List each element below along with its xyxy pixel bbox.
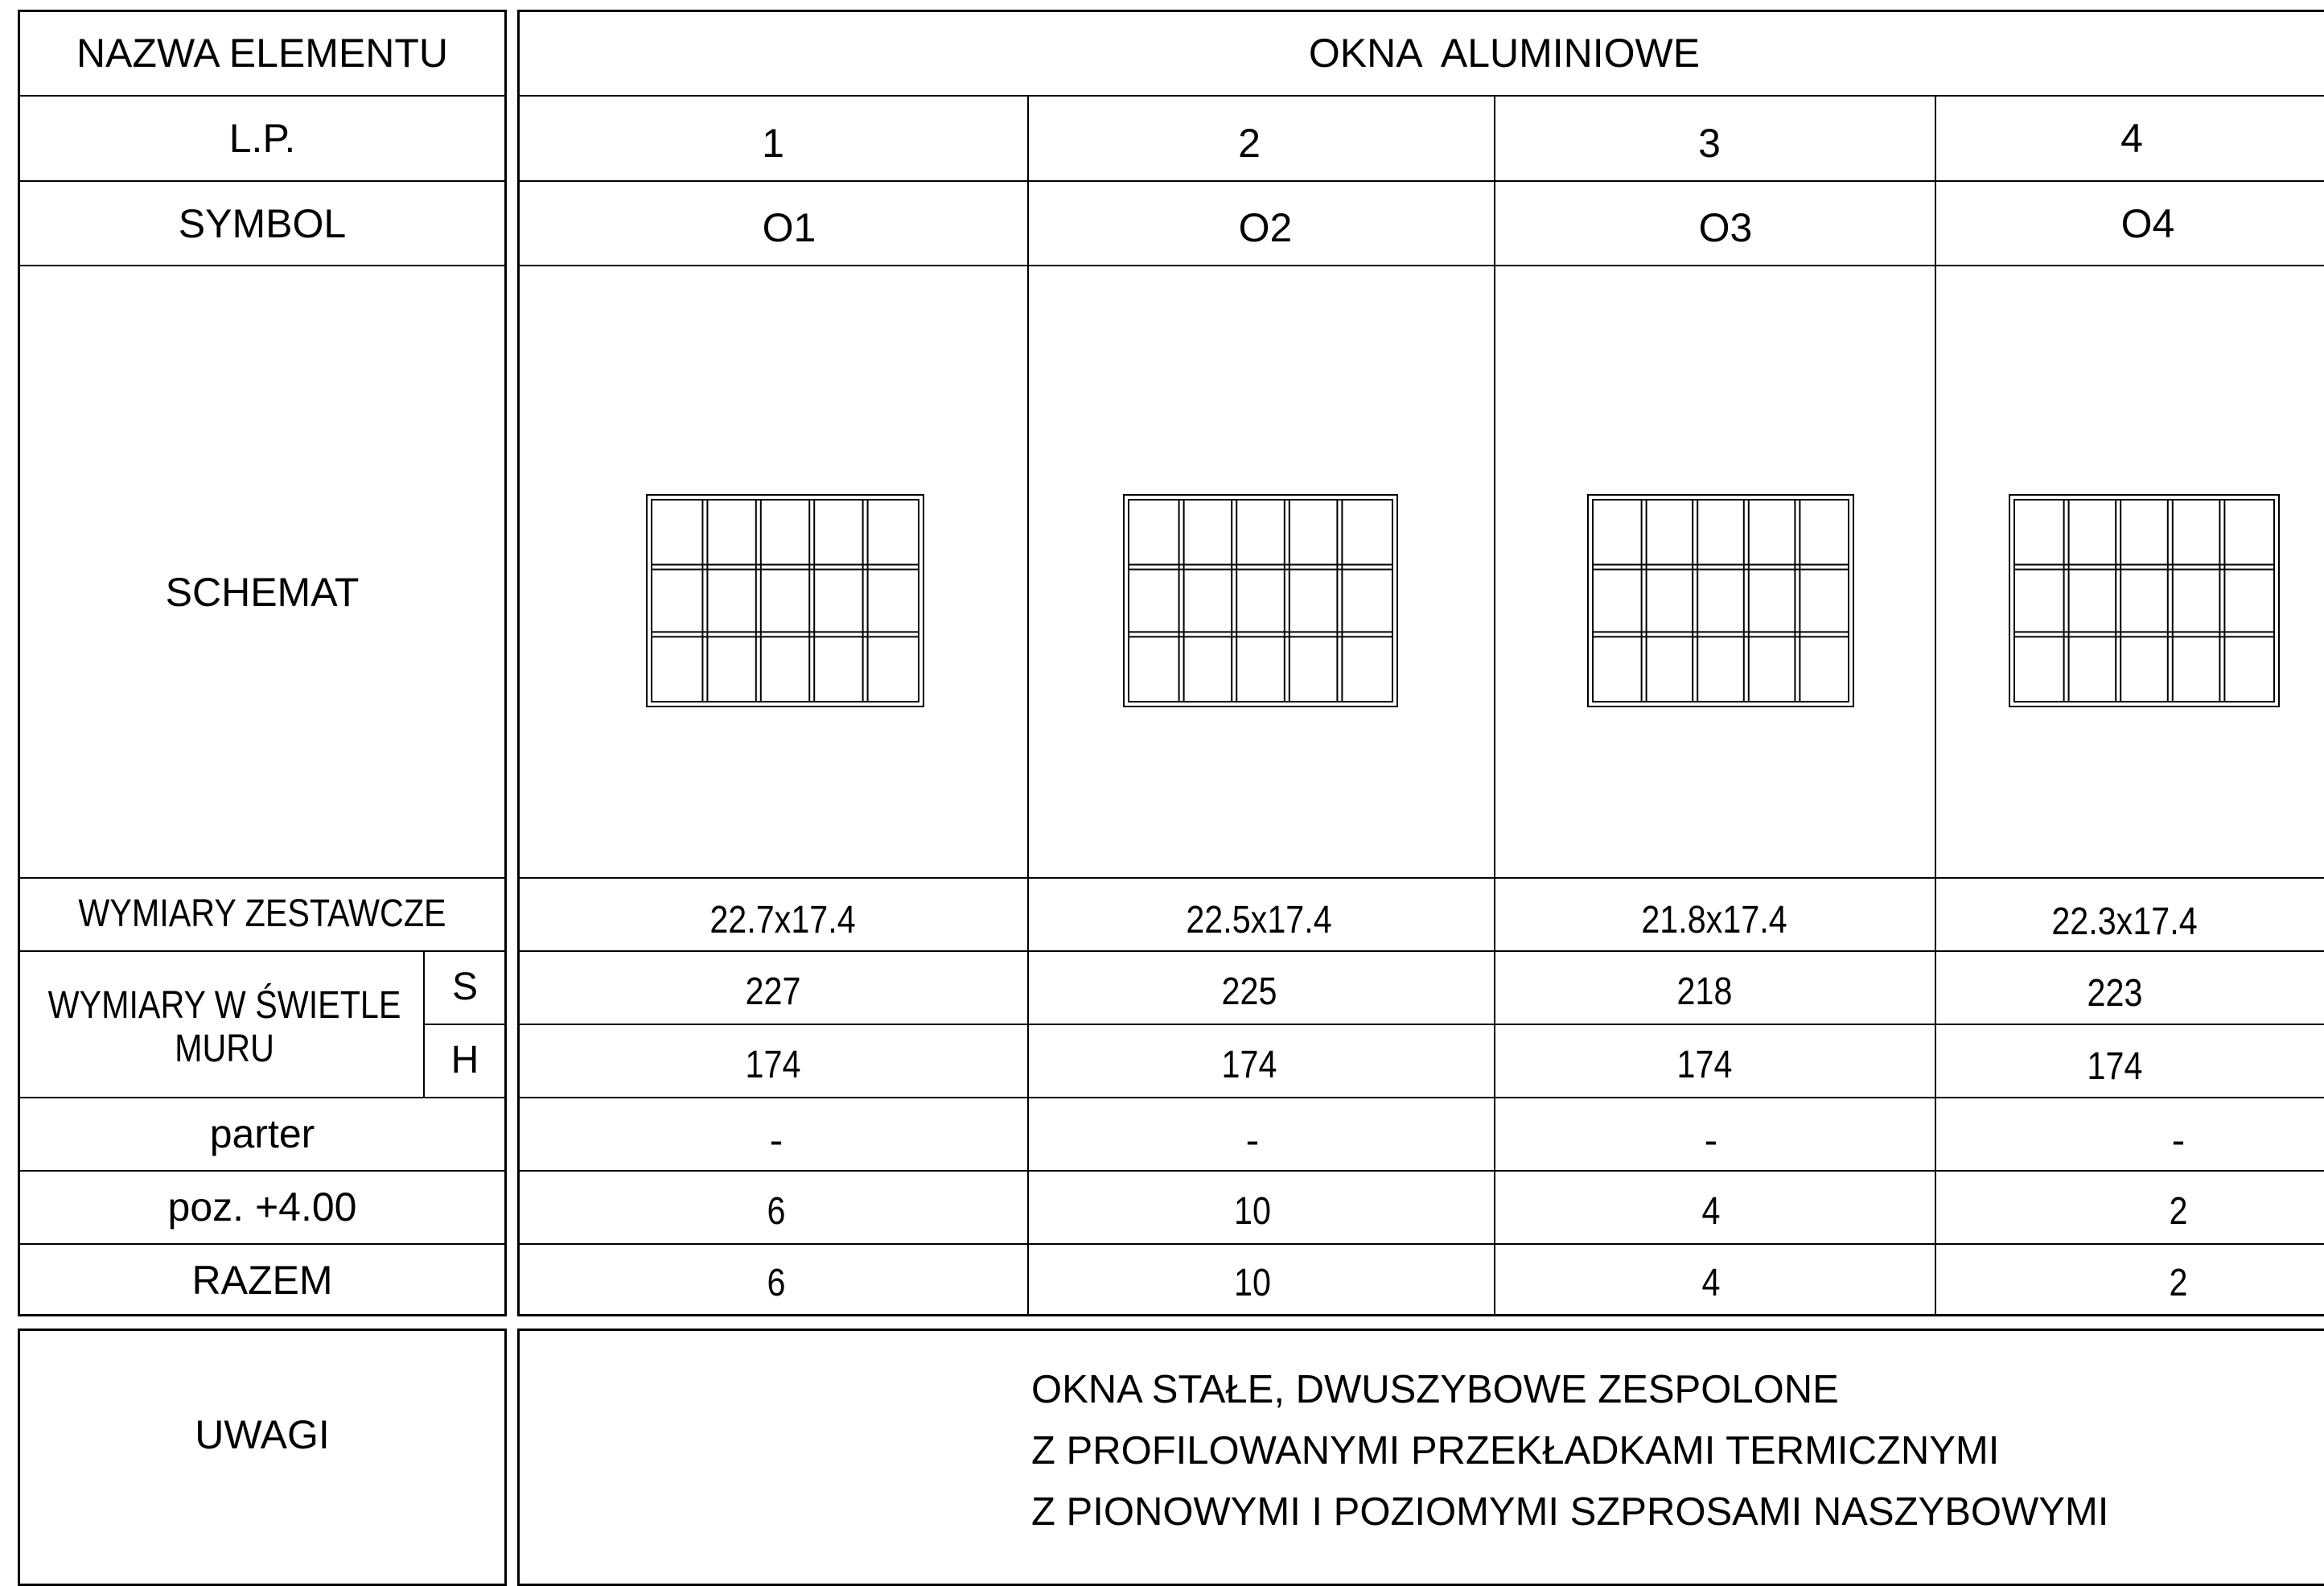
row-label-lp: L.P. xyxy=(228,116,296,161)
col1-s: 227 xyxy=(745,970,801,1013)
row-divider xyxy=(18,265,507,266)
col4-symbol: O4 xyxy=(2120,201,2175,246)
col1-lp: 1 xyxy=(762,121,784,166)
row-label-symbol: SYMBOL xyxy=(178,201,347,246)
note-line-3: Z PIONOWYMI I POZIOMYMI SZPROSAMI NASZYBOWYMI xyxy=(1031,1490,2109,1534)
col1-symbol: O1 xyxy=(762,205,816,250)
col3-parter: - xyxy=(1704,1118,1718,1163)
col3-lp: 3 xyxy=(1698,121,1721,166)
window-schematic-o4 xyxy=(2009,494,2280,707)
window-inner-frame xyxy=(1129,500,1392,702)
window-outer-frame xyxy=(1124,495,1397,706)
col3-razem: 4 xyxy=(1701,1262,1721,1304)
col1-h: 174 xyxy=(745,1044,801,1086)
window-inner-frame xyxy=(2014,500,2274,702)
row-label-h: H xyxy=(450,1039,479,1081)
col2-symbol: O2 xyxy=(1238,205,1293,250)
col2-razem: 10 xyxy=(1234,1262,1271,1304)
col4-parter: - xyxy=(2171,1118,2186,1163)
row-divider xyxy=(517,180,2324,182)
row-divider xyxy=(517,1097,2324,1098)
row-label-poz: poz. +4.00 xyxy=(167,1184,357,1230)
row-divider xyxy=(18,950,507,952)
col3-h: 174 xyxy=(1676,1044,1733,1086)
col3-poz: 4 xyxy=(1701,1190,1721,1233)
note-line-2: Z PROFILOWANYMI PRZEKŁADKAMI TERMICZNYMI xyxy=(1031,1429,2000,1473)
row-label-s: S xyxy=(451,966,479,1008)
col1-dims: 22.7x17.4 xyxy=(710,899,856,941)
row-label-wymiary-zestawcze: WYMIARY ZESTAWCZE xyxy=(78,892,446,935)
window-outer-frame xyxy=(2009,495,2279,706)
notes-label-frame xyxy=(18,1329,507,1586)
col4-s: 223 xyxy=(2087,972,2143,1015)
col4-h: 174 xyxy=(2087,1045,2143,1088)
row-label-parter: parter xyxy=(209,1111,315,1156)
row-label-uwagi: UWAGI xyxy=(195,1412,330,1457)
column-divider xyxy=(1027,95,1029,1316)
header-title: OKNA ALUMINIOWE xyxy=(1308,31,1701,76)
row-divider xyxy=(18,1170,507,1172)
row-label-razem: RAZEM xyxy=(191,1258,333,1303)
col4-lp: 4 xyxy=(2120,116,2143,161)
sh-divider xyxy=(423,950,425,1097)
row-divider xyxy=(517,877,2324,879)
row-divider xyxy=(423,1024,507,1025)
window-schematic-o2 xyxy=(1123,494,1398,707)
row-divider xyxy=(18,1097,507,1098)
row-divider xyxy=(517,1170,2324,1172)
window-schematic-o1 xyxy=(646,494,924,707)
window-outer-frame xyxy=(647,495,923,706)
col3-s: 218 xyxy=(1676,970,1733,1013)
row-label-wymiary-swietle-1: WYMIARY W ŚWIETLE xyxy=(47,984,401,1027)
note-line-1: OKNA STAŁE, DWUSZYBOWE ZESPOLONE xyxy=(1031,1368,1839,1411)
col2-h: 174 xyxy=(1221,1044,1277,1086)
row-divider xyxy=(517,950,2324,952)
col2-lp: 2 xyxy=(1238,121,1261,166)
col2-dims: 22.5x17.4 xyxy=(1186,899,1332,941)
window-inner-frame xyxy=(652,500,919,702)
window-outer-frame xyxy=(1588,495,1853,706)
row-divider xyxy=(18,1243,507,1245)
row-divider xyxy=(18,180,507,182)
window-inner-frame xyxy=(1593,500,1849,702)
col2-parter: - xyxy=(1245,1118,1260,1163)
col1-parter: - xyxy=(769,1118,784,1163)
row-label-wymiary-swietle-2: MURU xyxy=(175,1028,274,1070)
window-schematic-o3 xyxy=(1587,494,1854,707)
row-label-name: NAZWA ELEMENTU xyxy=(76,31,449,76)
col4-dims: 22.3x17.4 xyxy=(2051,900,2198,943)
row-divider xyxy=(517,95,2324,97)
column-divider xyxy=(1494,95,1495,1316)
col3-symbol: O3 xyxy=(1698,205,1753,250)
column-divider xyxy=(1935,95,1936,1316)
row-divider xyxy=(18,877,507,879)
col1-razem: 6 xyxy=(767,1262,786,1304)
col4-razem: 2 xyxy=(2169,1262,2188,1304)
col3-dims: 21.8x17.4 xyxy=(1641,899,1787,941)
row-divider xyxy=(517,265,2324,266)
col2-s: 225 xyxy=(1221,970,1277,1013)
row-divider xyxy=(517,1024,2324,1025)
col1-poz: 6 xyxy=(767,1190,786,1233)
col2-poz: 10 xyxy=(1234,1190,1271,1233)
row-divider xyxy=(18,95,507,97)
row-label-schemat: SCHEMAT xyxy=(165,570,360,615)
row-divider xyxy=(517,1243,2324,1245)
col4-poz: 2 xyxy=(2169,1190,2188,1233)
